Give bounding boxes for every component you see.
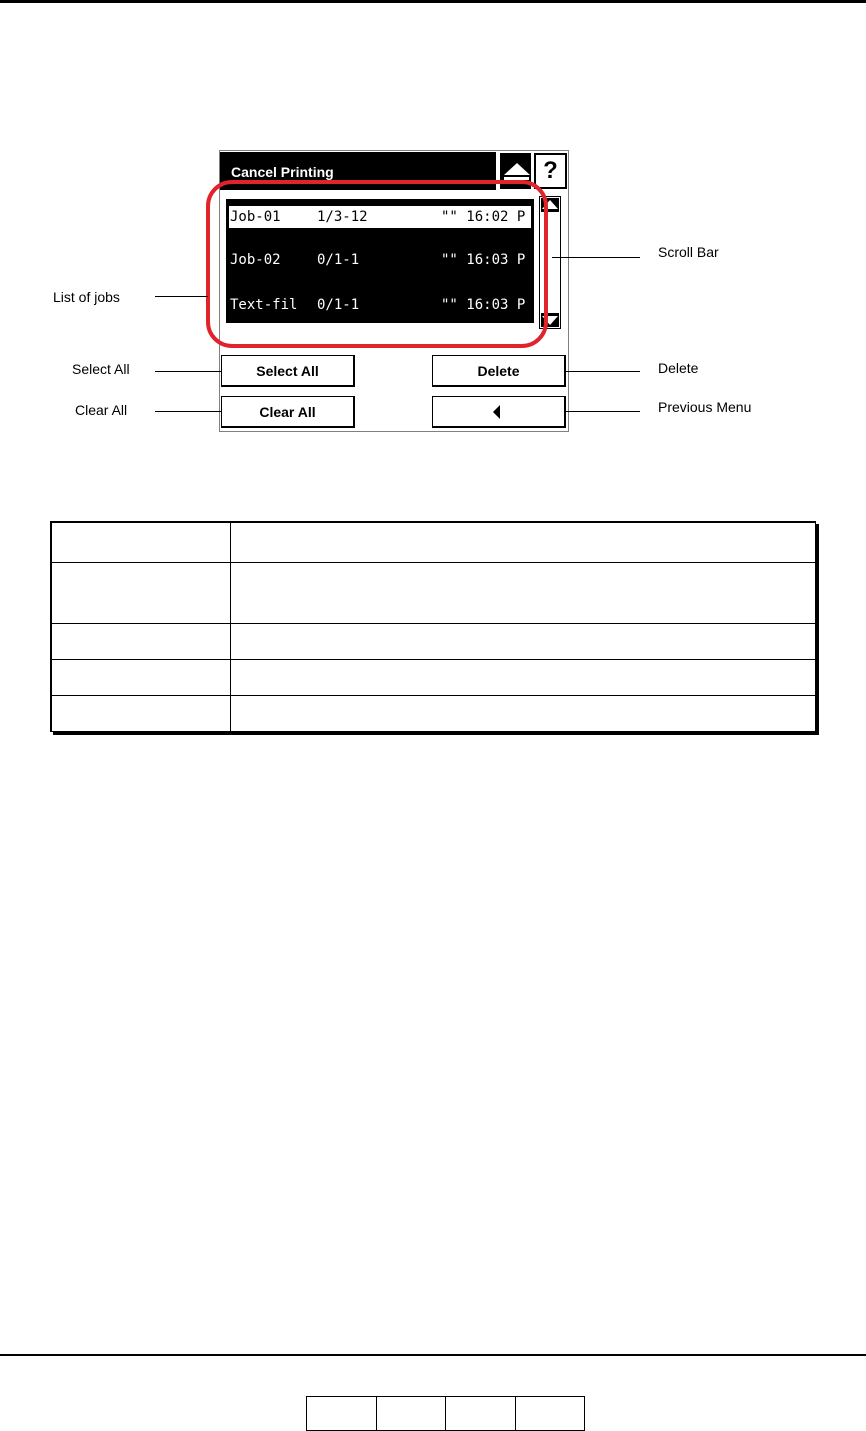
select-all-button[interactable]: Select All xyxy=(221,355,355,387)
title-bar xyxy=(220,152,496,190)
table-row xyxy=(51,659,816,695)
up-arrow-icon xyxy=(504,163,530,175)
table-cell-value xyxy=(231,695,816,731)
scroll-bar[interactable] xyxy=(539,196,561,329)
callout-select-all: Select All xyxy=(72,361,130,377)
table-cell-value xyxy=(231,522,816,562)
table-cell-value xyxy=(231,562,816,623)
delete-button[interactable]: Delete xyxy=(432,355,566,387)
callout-scroll-bar: Scroll Bar xyxy=(658,244,719,260)
job-pages: 0/1-1 xyxy=(317,297,360,313)
previous-menu-button[interactable] xyxy=(432,396,566,428)
callout-list-of-jobs: List of jobs xyxy=(53,289,120,305)
scroll-down-icon xyxy=(542,316,558,325)
job-name: Job-01 xyxy=(230,209,281,225)
table-cell-key xyxy=(51,695,231,731)
leader-line xyxy=(155,411,221,412)
leader-line xyxy=(566,411,640,412)
page-cell xyxy=(307,1397,377,1430)
panel-title: Cancel Printing xyxy=(231,164,334,180)
job-time: "" 16:02 P xyxy=(441,209,526,225)
top-rule xyxy=(0,0,866,3)
leader-line xyxy=(155,296,208,297)
job-row-2[interactable] xyxy=(229,249,531,271)
job-pages: 0/1-1 xyxy=(317,252,360,268)
scroll-down-button[interactable] xyxy=(541,313,559,327)
back-arrow-icon xyxy=(493,405,500,419)
table-cell-key xyxy=(51,623,231,659)
page-number-box xyxy=(306,1396,585,1431)
table-cell-value xyxy=(231,623,816,659)
leader-line xyxy=(155,371,221,372)
table-cell-key xyxy=(51,562,231,623)
leader-line xyxy=(566,371,640,372)
job-row-3[interactable] xyxy=(229,294,531,316)
table-row xyxy=(51,522,816,562)
bottom-rule xyxy=(0,1354,866,1356)
description-table xyxy=(50,521,816,732)
help-button[interactable]: ? xyxy=(534,153,567,189)
leader-line xyxy=(552,257,640,258)
table-row xyxy=(51,623,816,659)
job-time: "" 16:03 P xyxy=(441,252,526,268)
clear-all-button[interactable]: Clear All xyxy=(221,396,355,428)
job-row-1[interactable] xyxy=(229,206,531,228)
page-cell xyxy=(446,1397,516,1430)
job-list[interactable] xyxy=(226,199,534,323)
level-up-button[interactable] xyxy=(500,153,531,189)
table-cell-key xyxy=(51,522,231,562)
job-name: Text-fil xyxy=(230,297,298,313)
callout-previous-menu: Previous Menu xyxy=(658,399,752,415)
table-row xyxy=(51,695,816,731)
page-cell xyxy=(516,1397,585,1430)
table-cell-key xyxy=(51,659,231,695)
page-cell xyxy=(377,1397,447,1430)
job-pages: 1/3-12 xyxy=(317,209,368,225)
cancel-printing-panel xyxy=(219,150,569,432)
callout-clear-all: Clear All xyxy=(75,402,128,418)
job-name: Job-02 xyxy=(230,252,281,268)
scroll-up-button[interactable] xyxy=(541,198,559,212)
table-cell-value xyxy=(231,659,816,695)
table-row xyxy=(51,562,816,623)
callout-delete: Delete xyxy=(658,360,699,376)
scroll-up-icon xyxy=(542,200,558,209)
job-time: "" 16:03 P xyxy=(441,297,526,313)
